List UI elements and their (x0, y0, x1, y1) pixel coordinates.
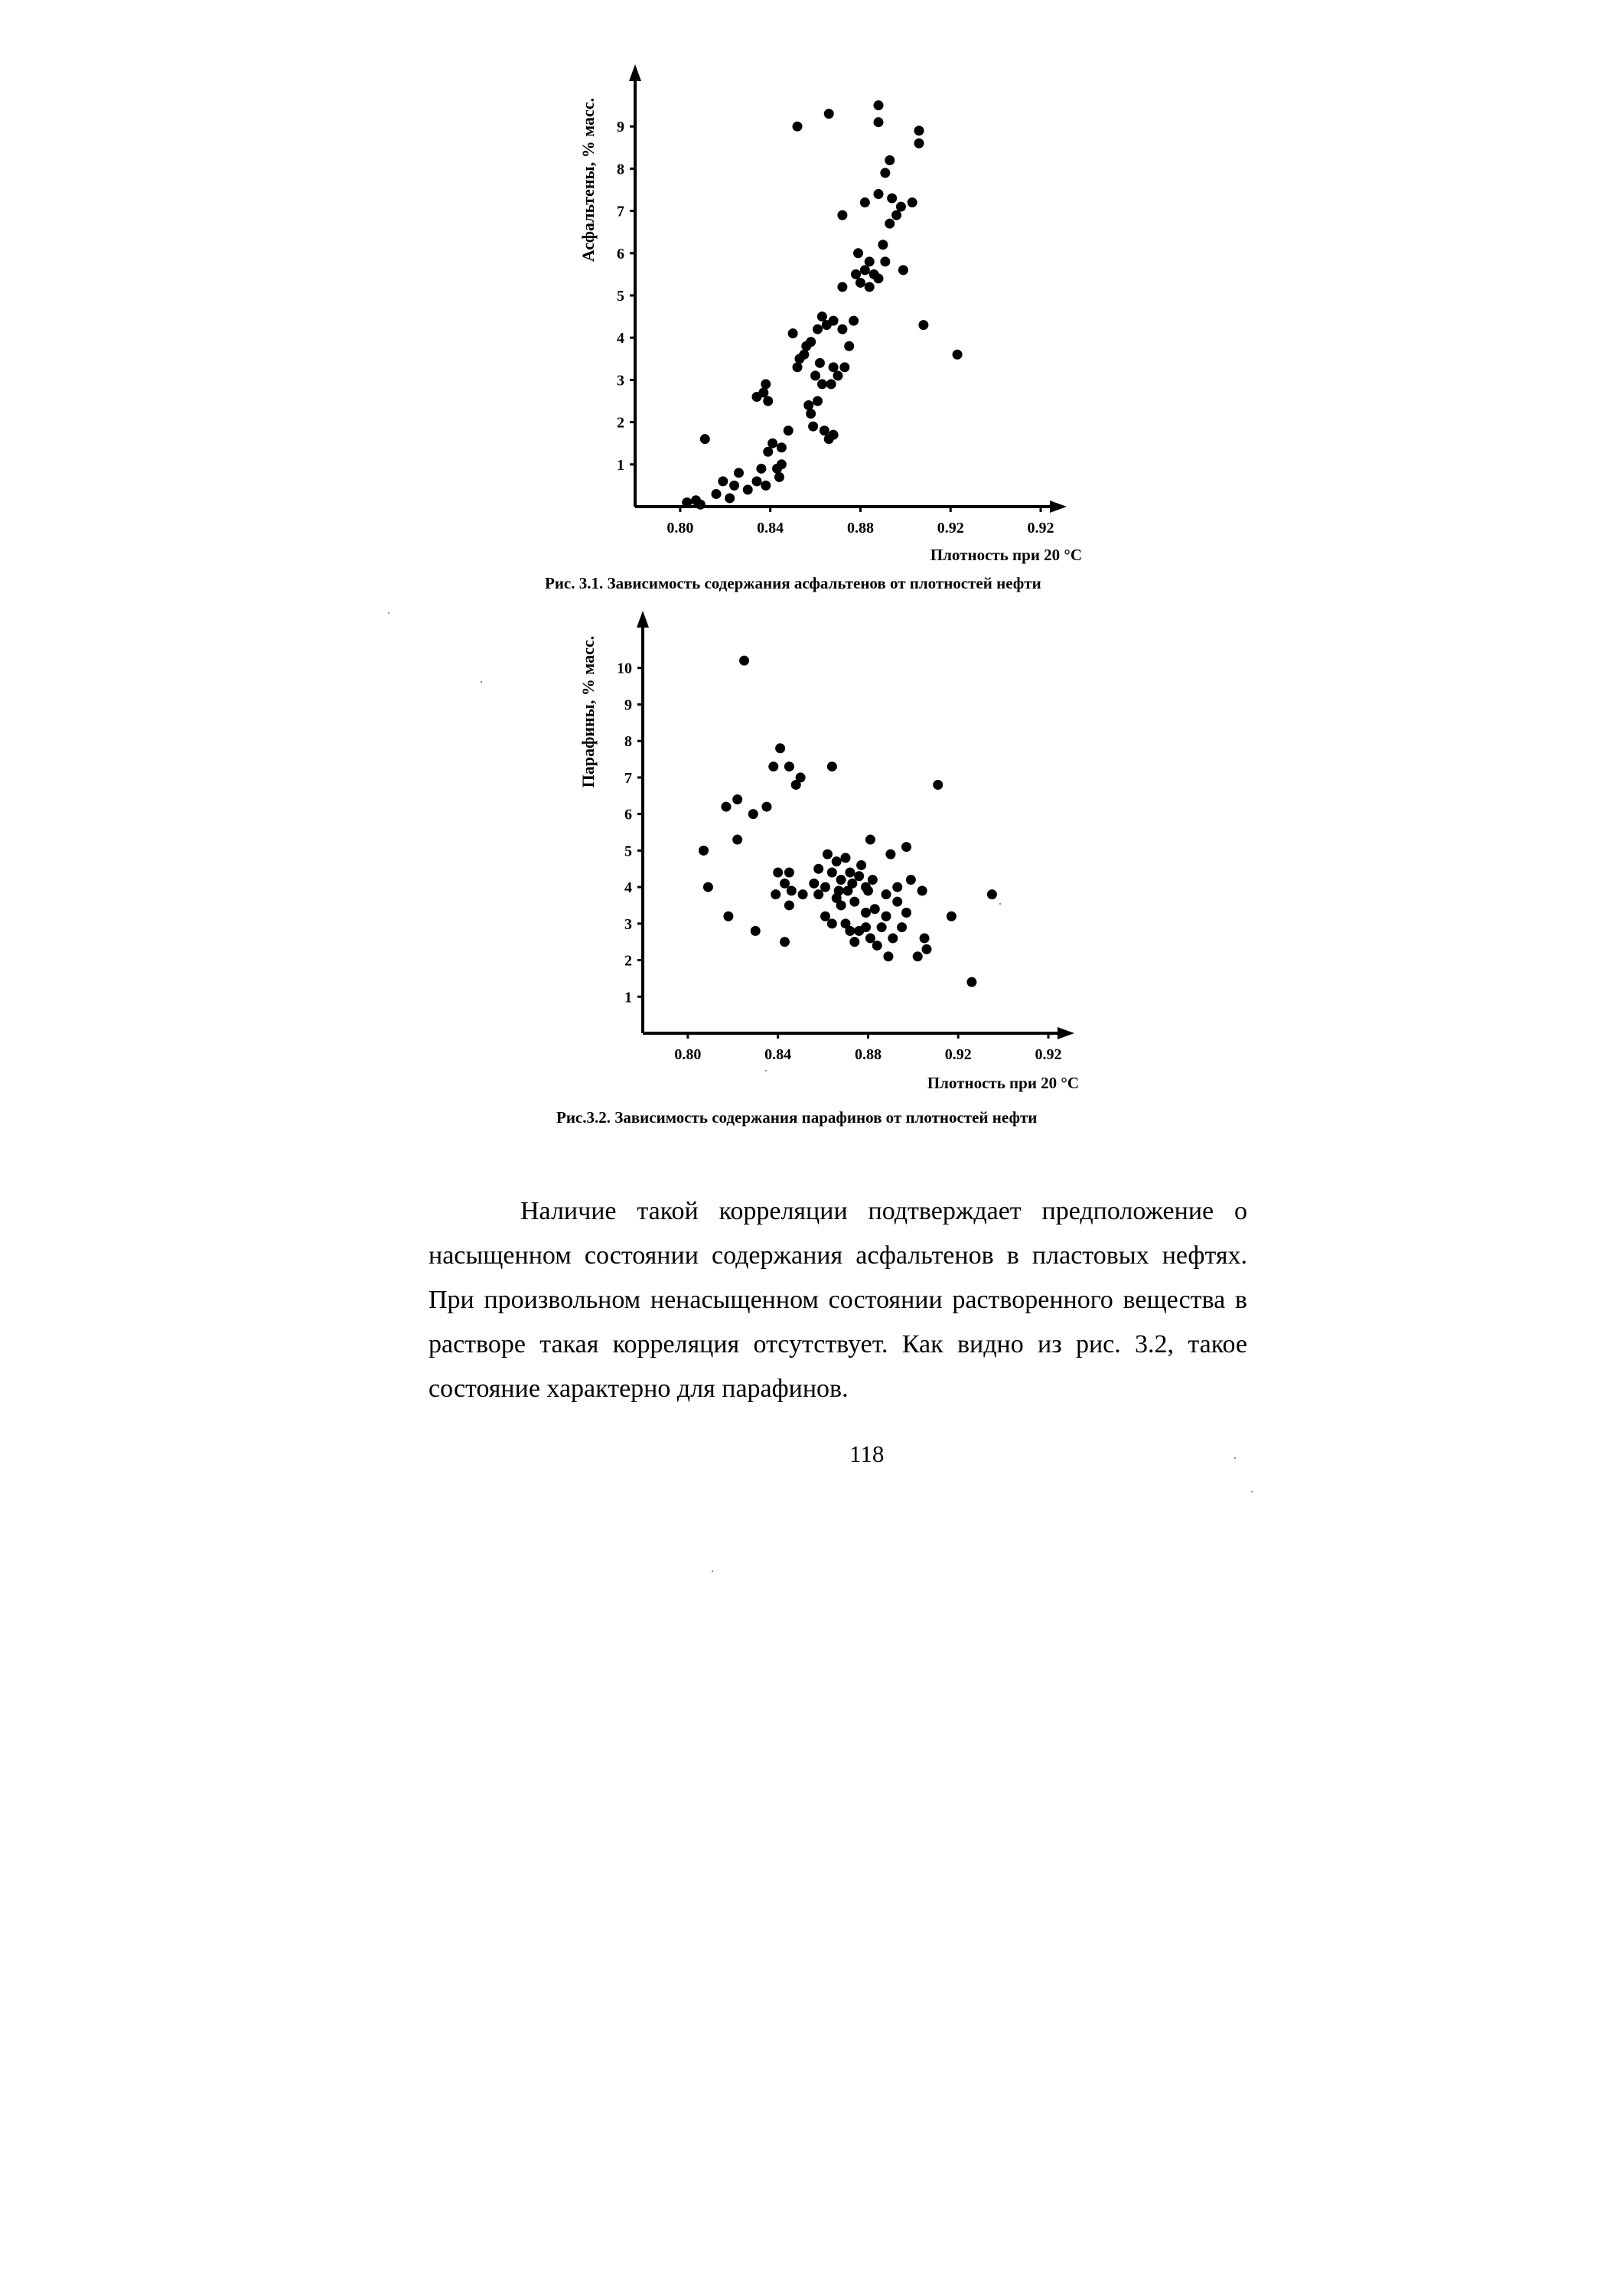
scan-speck (388, 612, 389, 614)
data-point (837, 282, 847, 292)
x-tick-label: 0.84 (764, 1046, 792, 1063)
y-axis-label: Парафины, % масс. (578, 635, 598, 788)
data-point (780, 937, 790, 947)
data-point (837, 325, 847, 334)
x-axis-label: Плотность при 20 °С (927, 1074, 1079, 1092)
data-point (870, 904, 880, 914)
data-point (836, 875, 846, 885)
data-point (700, 434, 710, 444)
data-point (834, 885, 844, 895)
data-point (827, 762, 837, 771)
data-point (888, 933, 898, 943)
y-tick-label: 3 (624, 915, 632, 933)
data-point (896, 202, 906, 212)
data-point (768, 439, 777, 448)
data-point (793, 122, 803, 132)
data-point (914, 126, 924, 135)
data-point (836, 900, 846, 910)
data-point (918, 320, 928, 330)
data-point (815, 358, 825, 368)
data-point (813, 864, 823, 874)
data-point (820, 912, 830, 921)
data-point (847, 879, 857, 889)
data-point (827, 918, 837, 928)
data-point (775, 743, 785, 753)
data-point (877, 922, 887, 932)
scan-speck (999, 903, 1001, 905)
data-point (774, 472, 784, 482)
y-tick-label: 5 (617, 288, 624, 305)
x-tick-label: 0.92 (944, 1046, 972, 1063)
data-point (851, 269, 861, 279)
data-point (920, 933, 930, 943)
data-point (854, 871, 864, 881)
data-point (849, 937, 859, 947)
data-point (748, 809, 758, 819)
data-point (721, 802, 731, 812)
figure-3-1-caption: Рис. 3.1. Зависимость содержания асфальтенов от плотностей нефти (545, 574, 1041, 592)
data-point (712, 489, 722, 499)
x-tick-label: 0.88 (846, 520, 874, 536)
data-point (865, 282, 875, 292)
data-point (891, 210, 901, 220)
y-axis-arrow (629, 64, 641, 81)
data-point (861, 908, 871, 918)
data-point (763, 396, 773, 406)
data-point (813, 325, 823, 334)
y-tick-label: 4 (624, 879, 632, 897)
data-point (784, 868, 794, 878)
y-tick-label: 2 (617, 414, 624, 432)
data-point (865, 835, 875, 845)
y-axis-arrow (637, 611, 649, 628)
data-point (844, 341, 854, 351)
data-point (833, 370, 843, 380)
data-point (892, 897, 902, 907)
data-point (820, 882, 830, 892)
data-point (882, 889, 891, 899)
data-point (806, 409, 816, 419)
data-point (839, 362, 849, 372)
data-point (880, 168, 890, 178)
data-point (761, 481, 771, 491)
data-point (732, 794, 742, 804)
x-tick-label: 0.80 (674, 1046, 702, 1063)
x-axis-arrow (1058, 1027, 1074, 1039)
data-point (908, 197, 917, 207)
y-tick-label: 8 (624, 733, 632, 751)
data-point (799, 350, 809, 360)
x-axis-label: Плотность при 20 °С (930, 546, 1082, 564)
data-point (874, 100, 884, 110)
y-tick-label: 7 (617, 203, 624, 220)
data-point (773, 868, 783, 878)
data-point (863, 885, 873, 895)
data-point (901, 908, 911, 918)
scan-speck (712, 1570, 713, 1572)
data-point (784, 762, 794, 771)
data-point (845, 868, 855, 878)
data-point (798, 889, 808, 899)
data-point (813, 889, 823, 899)
data-point (861, 922, 871, 932)
data-point (874, 189, 884, 199)
page-number: 118 (849, 1440, 885, 1467)
x-tick-label: 0.84 (757, 520, 784, 536)
data-point (780, 879, 790, 889)
data-point (829, 362, 839, 372)
data-point (841, 853, 851, 863)
data-point (723, 912, 733, 921)
data-point (845, 926, 855, 936)
data-point (855, 278, 865, 288)
body-paragraph: Наличие такой корреляции подтверждает предположение о насыщенном состоянии содержания асфальтенов в пластовых нефтях. При произвольном ненасыщенном состоянии растворенного вещества в растворе такая корреляция отсутствует. Как видно из рис. 3.2, такое состояние характерно для парафинов. (429, 1197, 1247, 1403)
data-point (809, 879, 819, 889)
data-point (820, 426, 829, 435)
data-point (897, 922, 907, 932)
data-point (953, 350, 963, 360)
x-tick-label: 0.92 (1027, 520, 1054, 536)
y-tick-label: 1 (624, 989, 632, 1006)
data-point (752, 476, 762, 486)
y-tick-label: 2 (624, 952, 632, 970)
data-point (885, 219, 895, 229)
data-point (883, 951, 893, 961)
data-point (793, 362, 803, 372)
data-point (832, 856, 842, 866)
data-point (734, 468, 744, 478)
data-point (880, 256, 890, 266)
data-point (787, 885, 797, 895)
x-tick-label: 0.88 (854, 1046, 882, 1063)
data-point (761, 802, 771, 812)
data-point (865, 933, 875, 943)
asphaltenes-density-scatter (566, 61, 1117, 566)
data-point (922, 944, 932, 954)
y-tick-label: 1 (617, 456, 624, 474)
data-point (865, 256, 875, 266)
data-point (788, 328, 798, 338)
data-point (898, 265, 908, 275)
x-axis-arrow (1050, 501, 1067, 513)
data-point (860, 265, 870, 275)
data-point (829, 316, 839, 326)
data-point (882, 912, 891, 921)
paraffins-density-scatter (566, 605, 1117, 1094)
data-point (696, 500, 706, 510)
data-point (917, 885, 927, 895)
data-point (947, 912, 957, 921)
y-tick-label: 9 (624, 696, 632, 714)
data-point (761, 379, 771, 389)
data-point (718, 476, 728, 486)
data-point (732, 835, 742, 845)
data-point (913, 951, 923, 961)
data-point (872, 941, 882, 951)
x-tick-label: 0.80 (666, 520, 694, 536)
data-point (892, 882, 902, 892)
data-point (813, 396, 823, 406)
y-tick-label: 7 (624, 769, 632, 787)
y-tick-label: 9 (617, 119, 624, 136)
data-point (784, 900, 794, 910)
y-tick-label: 5 (624, 843, 632, 860)
data-point (868, 875, 878, 885)
figure-3-2-caption: Рис.3.2. Зависимость содержания парафинов от плотностей нефти (556, 1108, 1038, 1127)
data-point (739, 656, 749, 666)
data-point (878, 240, 888, 249)
data-point (853, 248, 863, 258)
scan-speck (1234, 1457, 1236, 1459)
scan-speck (481, 681, 482, 683)
data-point (966, 977, 976, 987)
data-point (887, 194, 897, 204)
data-point (823, 850, 833, 859)
y-tick-label: 10 (617, 660, 632, 677)
data-point (856, 860, 866, 870)
data-point (777, 459, 787, 469)
y-tick-label: 4 (617, 330, 624, 347)
data-point (987, 889, 997, 899)
data-point (824, 109, 834, 119)
data-point (756, 464, 766, 474)
data-point (777, 442, 787, 452)
data-point (874, 117, 884, 127)
data-point (758, 387, 768, 397)
data-point (817, 379, 827, 389)
data-point (827, 868, 837, 878)
x-tick-label: 0.92 (937, 520, 964, 536)
data-point (837, 210, 847, 220)
data-point (763, 447, 773, 457)
data-point (829, 430, 839, 440)
data-point (801, 341, 811, 351)
data-point (725, 493, 735, 503)
data-point (885, 155, 895, 165)
data-point (808, 422, 818, 432)
data-point (849, 316, 859, 326)
scan-speck (1251, 1491, 1253, 1492)
data-point (885, 850, 895, 859)
data-point (743, 484, 753, 494)
data-point (784, 426, 794, 435)
data-point (751, 926, 761, 936)
data-point (817, 311, 827, 321)
data-point (803, 400, 813, 410)
data-point (771, 889, 781, 899)
data-point (768, 762, 778, 771)
y-tick-label: 8 (617, 161, 624, 178)
data-point (860, 197, 870, 207)
data-point (810, 370, 820, 380)
data-point (682, 497, 692, 507)
data-point (914, 139, 924, 148)
x-tick-label: 0.92 (1035, 1046, 1062, 1063)
scan-speck (765, 1070, 767, 1071)
data-point (699, 846, 709, 856)
y-tick-label: 6 (624, 806, 632, 823)
data-point (849, 897, 859, 907)
data-point (791, 780, 801, 790)
data-point (874, 273, 884, 283)
data-point (826, 379, 836, 389)
y-axis-label: Асфальтены, % масс. (578, 97, 598, 263)
data-point (703, 882, 713, 892)
data-point (906, 875, 916, 885)
y-tick-label: 6 (617, 245, 624, 263)
y-tick-label: 3 (617, 372, 624, 390)
data-point (901, 842, 911, 852)
data-point (729, 481, 739, 491)
data-point (933, 780, 943, 790)
